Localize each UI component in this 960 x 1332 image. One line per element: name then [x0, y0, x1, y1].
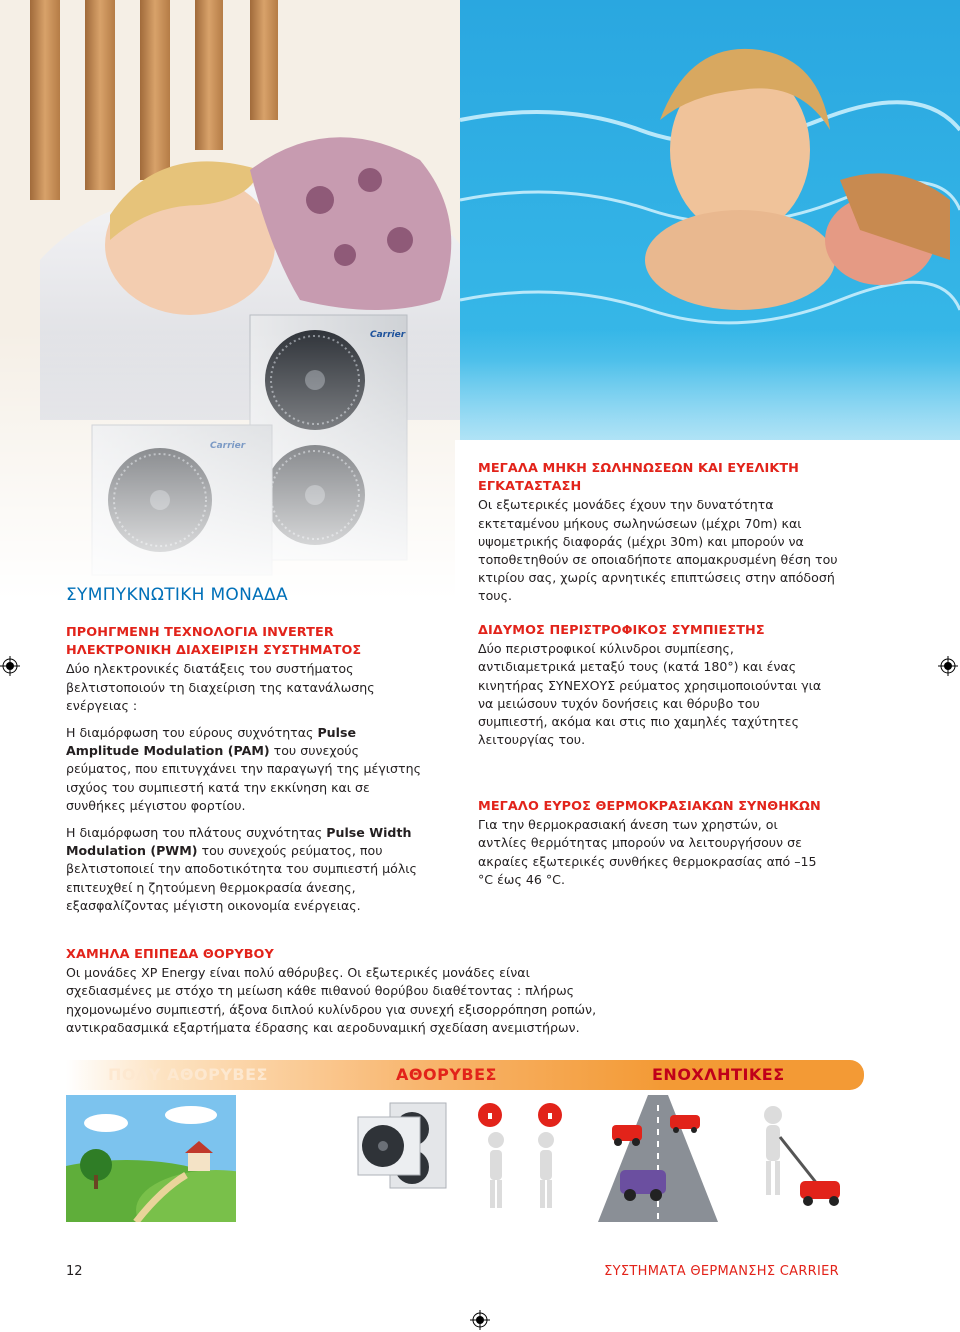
countryside-illustration: [66, 1095, 236, 1222]
compressor-heading: ΔΙΔΥΜΟΣ ΠΕΡΙΣΤΡΟΦΙΚΟΣ ΣΥΜΠΙΕΣΤΗΣ: [478, 623, 765, 638]
registration-mark-icon: [938, 656, 958, 676]
registration-mark-icon: [470, 1310, 490, 1330]
annoying-label: ΕΝΟΧΛΗΤΙΚΕΣ: [652, 1065, 785, 1084]
compressor-body: Δύο περιστροφικοί κύλινδροι συμπίεσης, αντιδιαμετρικά μεταξύ τους (κατά 180°) και ένας κινητήρας ΣΥΝΕΧΟΥΣ ρεύματος χρησιμοποιούνται για να μειώσουν τυχόν δονήσεις και θόρυβο του συμπιεστή, ακόμα και στις πιο χαμηλές ταχύτητες λειτουργίας του.: [478, 641, 822, 748]
inverter-heading: ΠΡΟΗΓΜΕΝΗ ΤΕΧΝΟΛΟΓΙΑ INVERTER ΗΛΕΚΤΡΟΝΙΚΗ ΔΙΑΧΕΙΡΙΣΗ ΣΥΣΤΗΜΑΤΟΣ: [66, 625, 362, 659]
quiet-label: ΑΘΟΡΥΒΕΣ: [396, 1065, 497, 1084]
piping-heading: ΜΕΓΑΛΑ ΜΗΚΗ ΣΩΛΗΝΩΣΕΩΝ ΚΑΙ ΕΥΕΛΙΚΤΗ ΕΓΚΑΤΑΣΤΑΣΗ: [478, 461, 799, 495]
people-talking-illustration: [468, 1095, 578, 1222]
temperature-body: Για την θερμοκρασιακή άνεση των χρηστών, οι αντλίες θερμότητας μπορούν να λειτουργήσουν σε ακραίες εξωτερικές συνθήκες θερμοκρασίας από –15 °C έως 46 °C.: [478, 817, 817, 887]
piping-section: [478, 460, 840, 606]
very-quiet-label: ΠΟΛΥ ΑΘΟΡΥΒΕΣ: [108, 1065, 268, 1084]
noise-section: [66, 946, 606, 1037]
noise-body: Οι μονάδες XP Energy είναι πολύ αθόρυβες. Οι εξωτερικές μονάδες είναι σχεδιασμένες με στόχο τη μείωση κάθε πιθανού θορύβου διαθέτοντας : πλήρως ηχομονωμένο συμπιεστή, άξονα διπλού κυλίνδρου για συνεχή εξισορρόπηση ροπών, αντικραδασμικά εξαρτήματα έδρασης και αεροδυναμική σχεδίαση ανεμιστήρων.: [66, 965, 597, 1035]
inverter-section: [66, 624, 426, 915]
registration-mark-icon: [0, 656, 20, 676]
traffic-illustration: [598, 1095, 718, 1222]
pwm-paragraph: Η διαμόρφωση του πλάτους συχνότητας Pulse Width Modulation (PWM) του συνεχούς ρεύματος, που βελτιστοποιεί την αποδοτικότητα του συμπιεστή μόλις επιτευχθεί η ζητούμενη θερμοκρασία άνεσης, εξασφαλίζοντας μέγιστη οικονομία ενέργειας.: [66, 825, 417, 913]
noise-heading: ΧΑΜΗΛΑ ΕΠΙΠΕΔΑ ΘΟΡΥΒΟΥ: [66, 947, 274, 962]
inverter-intro: Δύο ηλεκτρονικές διατάξεις του συστήματος βελτιστοποιούν τη διαχείριση της κατανάλωσης ενέργειας :: [66, 661, 375, 713]
temperature-section: [478, 798, 830, 889]
footer-title: ΣΥΣΤΗΜΑΤΑ ΘΕΡΜΑΝΣΗΣ CARRIER: [604, 1264, 839, 1279]
pam-paragraph: Η διαμόρφωση του εύρους συχνότητας Pulse Amplitude Modulation (PAM) του συνεχούς ρεύματος, που επιτυγχάνει την παραγωγή της μέγιστης ισχύος του συμπιεστή κατά την εκκίνηση και σε συνθήκες μέγιστου φορτίου.: [66, 725, 421, 813]
outdoor-unit-illustration: [350, 1095, 450, 1222]
temperature-heading: ΜΕΓΑΛΟ ΕΥΡΟΣ ΘΕΡΜΟΚΡΑΣΙΑΚΩΝ ΣΥΝΘΗΚΩΝ: [478, 799, 821, 814]
piping-body: Οι εξωτερικές μονάδες έχουν την δυνατότητα εκτεταμένου μήκους σωληνώσεων (μέχρι 70m) και υψομετρικής διαφοράς (μέχρι 30m) και μπορούν να τοποθετηθούν σε οποιαδήποτε απομακρυσμένη θέση του κτιρίου σας, χωρίς αρνητικές επιπτώσεις στην απόδοσή τους.: [478, 497, 838, 604]
compressor-section: [478, 622, 830, 749]
lawn-mower-illustration: [738, 1095, 848, 1222]
page-number: 12: [66, 1264, 83, 1279]
page-title: ΣΥΜΠΥΚΝΩΤΙΚΗ ΜΟΝΑΔΑ: [66, 585, 288, 605]
